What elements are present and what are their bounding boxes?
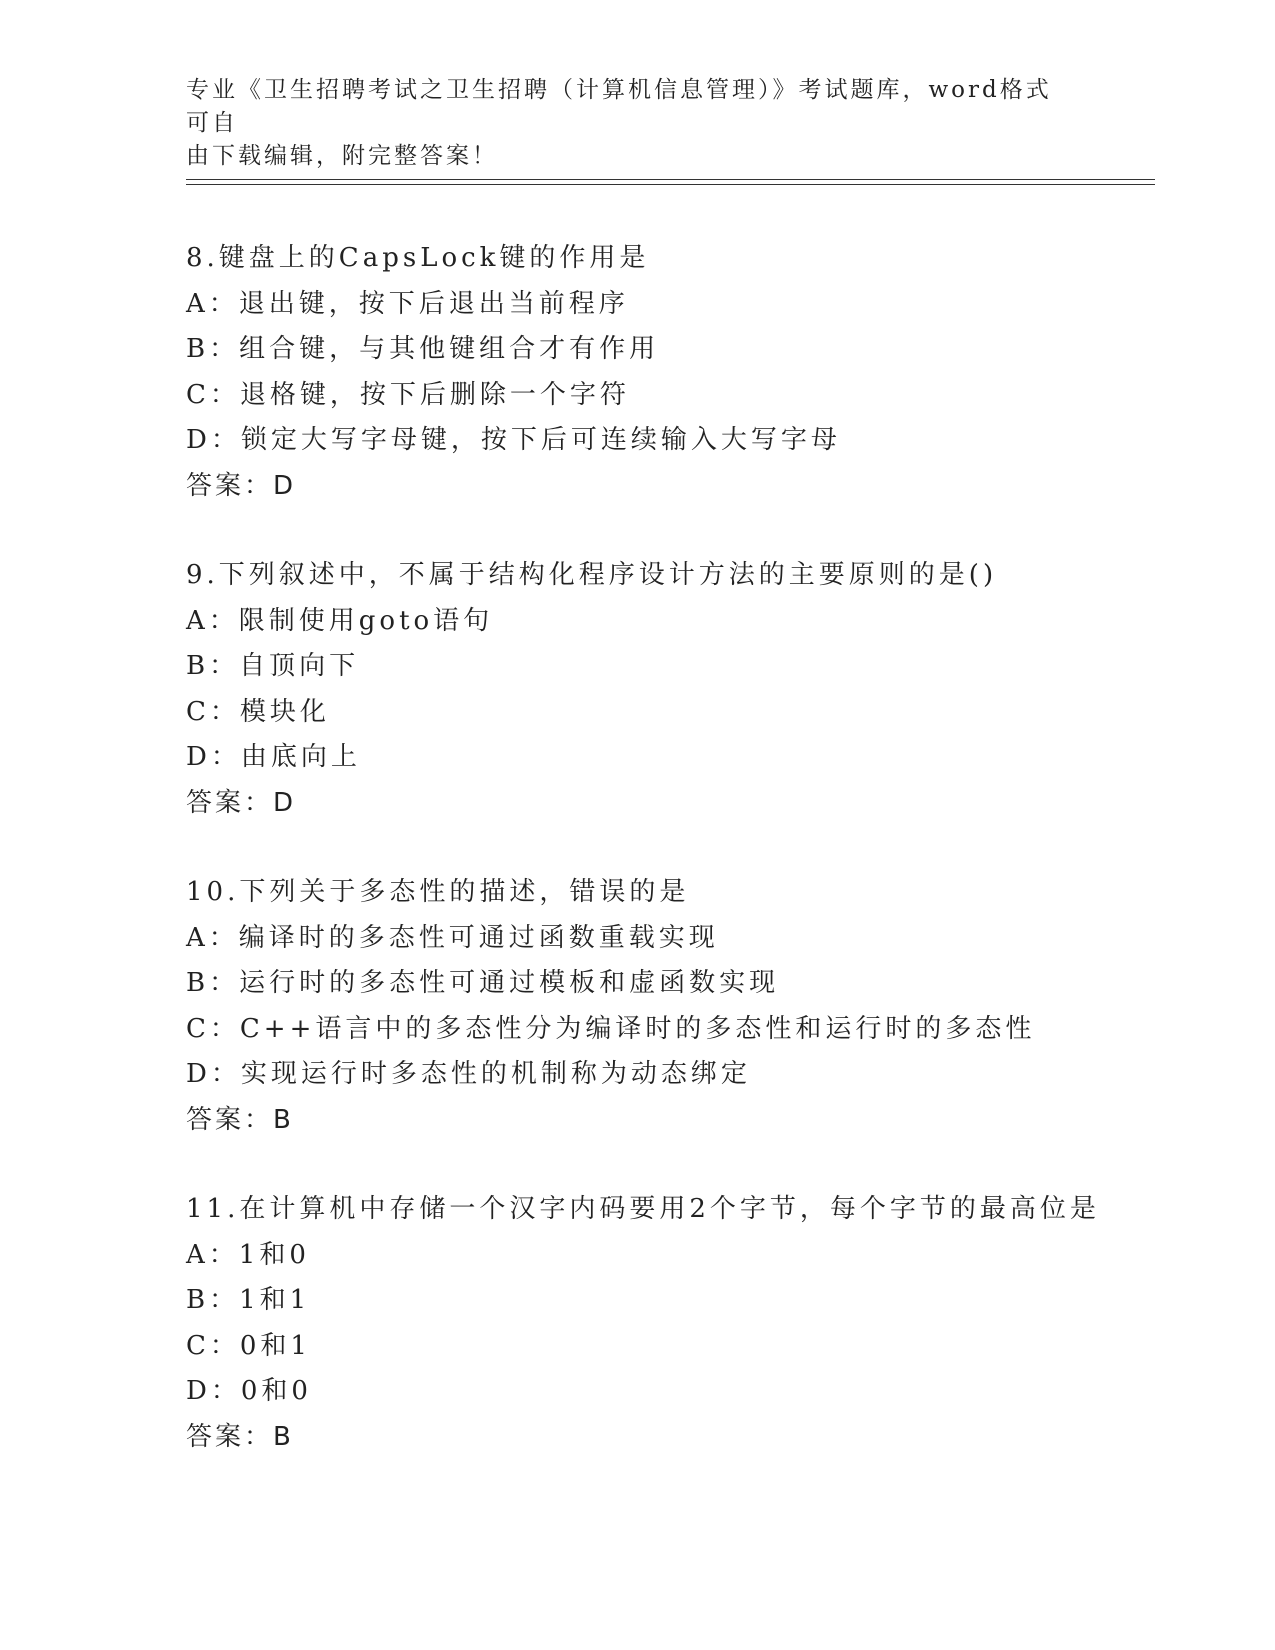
option-d: D：锁定大写字母键，按下后可连续输入大写字母 xyxy=(186,425,841,455)
option-a: A：1和0 xyxy=(186,1239,310,1270)
header-divider-top xyxy=(186,179,1155,180)
option-d: D：由底向上 xyxy=(186,742,361,772)
question-stem: 8.键盘上的CapsLock键的作用是 xyxy=(186,243,650,273)
option-c: C：模块化 xyxy=(186,696,330,727)
option-b: B：自顶向下 xyxy=(186,651,360,681)
document-intro xyxy=(186,74,1066,173)
question-11 xyxy=(186,1187,1166,1460)
answer-line: 答案：D xyxy=(186,787,297,818)
option-a: A：编译时的多态性可通过函数重载实现 xyxy=(186,922,719,953)
option-a: A：限制使用goto语句 xyxy=(186,605,494,636)
option-b: B：运行时的多态性可通过模板和虚函数实现 xyxy=(186,968,780,998)
option-b: B：组合键，与其他键组合才有作用 xyxy=(186,334,660,364)
question-stem: 11.在计算机中存储一个汉字内码要用2个字节，每个字节的最高位是 xyxy=(186,1194,1100,1224)
answer-line: 答案：B xyxy=(186,1104,294,1135)
answer-line: 答案：B xyxy=(186,1421,294,1452)
question-list xyxy=(186,236,1166,1504)
question-stem: 10.下列关于多态性的描述，错误的是 xyxy=(186,877,690,907)
answer-line: 答案：D xyxy=(186,470,297,501)
question-10 xyxy=(186,870,1166,1143)
option-c: C：退格键，按下后删除一个字符 xyxy=(186,379,630,410)
option-c: C：0和1 xyxy=(186,1330,311,1361)
option-c: C：C++语言中的多态性分为编译时的多态性和运行时的多态性 xyxy=(186,1013,1036,1044)
option-d: D：实现运行时多态性的机制称为动态绑定 xyxy=(186,1059,751,1089)
header-divider-bottom xyxy=(186,184,1155,185)
option-b: B：1和1 xyxy=(186,1285,311,1315)
question-stem: 9.下列叙述中，不属于结构化程序设计方法的主要原则的是() xyxy=(186,560,998,590)
question-8 xyxy=(186,236,1166,509)
option-a: A：退出键，按下后退出当前程序 xyxy=(186,288,629,319)
intro-line-1: 专业《卫生招聘考试之卫生招聘（计算机信息管理）》考试题库，word格式可自 xyxy=(186,77,1052,136)
option-d: D：0和0 xyxy=(186,1376,312,1406)
intro-line-2: 由下载编辑，附完整答案！ xyxy=(186,143,498,169)
question-9 xyxy=(186,553,1166,826)
